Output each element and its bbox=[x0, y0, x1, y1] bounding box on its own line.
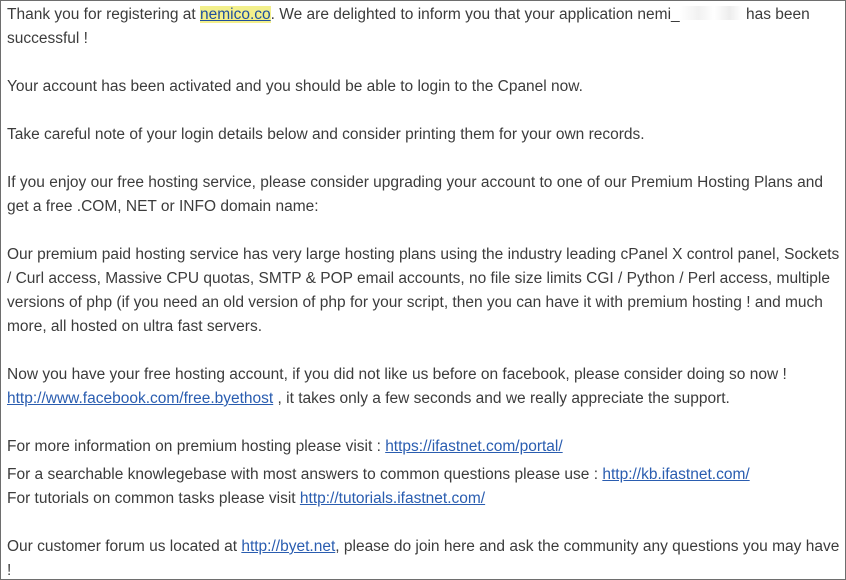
tutorial-text: For tutorials on common tasks please visit bbox=[7, 490, 300, 507]
facebook-text: Now you have your free hosting account, if you did not like us before on facebook, please consider doing so now ! bbox=[7, 366, 787, 383]
info-text: For more information on premium hosting please visit : bbox=[7, 438, 386, 455]
kb-line bbox=[7, 463, 841, 487]
portal-link[interactable]: https://ifastnet.com/portal/ bbox=[385, 438, 563, 455]
forum-link[interactable]: http://byet.net bbox=[241, 538, 336, 555]
paragraph-registration bbox=[7, 3, 841, 51]
forum-text-end: , please do join here and ask the community any questions you may have ! bbox=[7, 538, 840, 579]
registration-text-mid: . We are delighted to inform you that your application nemi_ bbox=[270, 6, 680, 23]
tutorial-link[interactable]: http://tutorials.ifastnet.com/ bbox=[299, 490, 486, 507]
forum-text-start: Our customer forum us located at bbox=[7, 538, 242, 555]
tutorial-line bbox=[7, 487, 841, 511]
registration-text-end: has been successful ! bbox=[7, 6, 810, 47]
paragraph-login-details: Take careful note of your login details below and consider printing them for your own records. bbox=[7, 126, 645, 143]
paragraph-facebook bbox=[7, 363, 841, 411]
registration-text-start: Thank you for registering at bbox=[7, 6, 200, 23]
site-link[interactable]: nemico.co bbox=[200, 6, 271, 23]
forum-line bbox=[7, 535, 841, 580]
info-line bbox=[7, 435, 841, 459]
paragraph-upgrade: If you enjoy our free hosting service, please consider upgrading your account to one of our Premium Hosting Plans and get a free .COM, NET or INFO domain name: bbox=[7, 174, 823, 215]
redacted-application-name bbox=[680, 6, 742, 20]
paragraph-activation: Your account has been activated and you should be able to login to the Cpanel now. bbox=[7, 78, 583, 95]
facebook-link[interactable]: http://www.facebook.com/free.byethost bbox=[7, 390, 274, 407]
kb-link[interactable]: http://kb.ifastnet.com/ bbox=[602, 466, 750, 483]
kb-text: For a searchable knowlegebase with most answers to common questions please use : bbox=[7, 466, 603, 483]
facebook-text-after: , it takes only a few seconds and we really appreciate the support. bbox=[273, 390, 730, 407]
email-body bbox=[7, 3, 841, 580]
paragraph-premium-features: Our premium paid hosting service has very large hosting plans using the industry leading cPanel X control panel, Sockets / Curl access, Massive CPU quotas, SMTP & POP email accounts, no file size limits CGI / Python / Perl access, multiple versions of php (if you need an old version of php for your script, then you can have it with premium hosting ! and much more, all hosted on ultra fast servers. bbox=[7, 246, 840, 335]
